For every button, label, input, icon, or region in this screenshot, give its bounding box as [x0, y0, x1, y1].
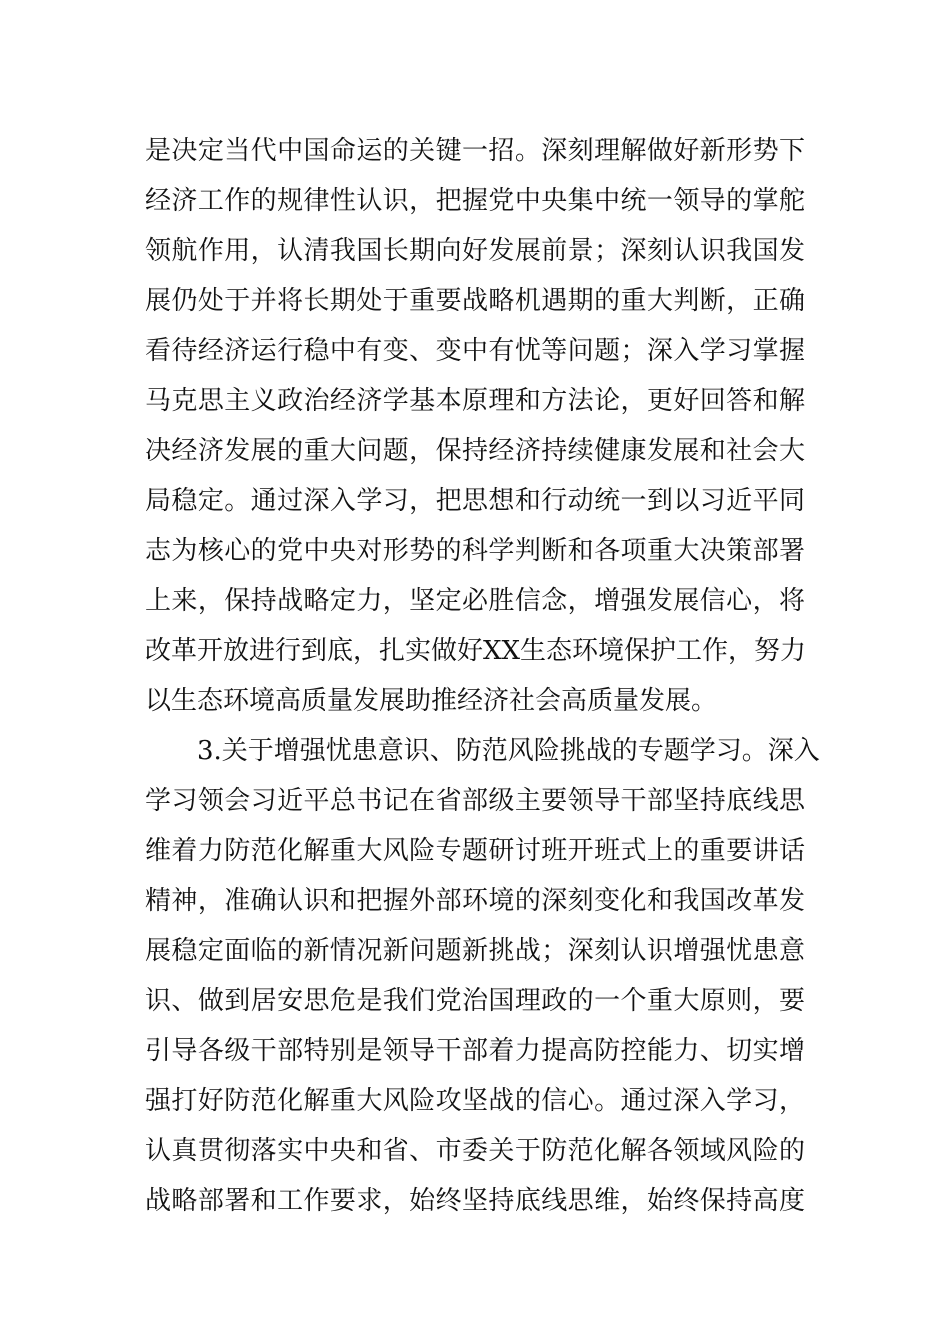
text-line: 引导各级干部特别是领导干部着力提高防控能力、切实增 [145, 1036, 805, 1066]
text-line: 经济工作的规律性认识，把握党中央集中统一领导的掌舵 [145, 186, 805, 216]
text-line: 以生态环境高质量发展助推经济社会高质量发展。 [145, 686, 718, 716]
text-line: 战略部署和工作要求，始终坚持底线思维，始终保持高度 [145, 1186, 805, 1216]
text-line: 马克思主义政治经济学基本原理和方法论，更好回答和解 [145, 386, 805, 416]
text-line: 强打好防范化解重大风险攻坚战的信心。通过深入学习， [145, 1086, 805, 1116]
text-line: 领航作用，认清我国长期向好发展前景；深刻认识我国发 [145, 236, 805, 266]
text-line: 维着力防范化解重大风险专题研讨班开班式上的重要讲话 [145, 836, 805, 866]
text-line: 学习领会习近平总书记在省部级主要领导干部坚持底线思 [145, 786, 805, 816]
text-line: 上来，保持战略定力，坚定必胜信念，增强发展信心，将 [145, 586, 805, 616]
text-line: 是决定当代中国命运的关键一招。深刻理解做好新形势下 [145, 136, 805, 166]
text-line: 决经济发展的重大问题，保持经济持续健康发展和社会大 [145, 436, 805, 466]
text-line: 看待经济运行稳中有变、变中有忧等问题；深入学习掌握 [145, 336, 805, 366]
text-line: 展稳定面临的新情况新问题新挑战；深刻认识增强忧患意 [145, 936, 805, 966]
section-heading-line: 3.关于增强忧患意识、防范风险挑战的专题学习。深入 [197, 736, 820, 766]
text-line: 精神，准确认识和把握外部环境的深刻变化和我国改革发 [145, 886, 805, 916]
text-line: 识、做到居安思危是我们党治国理政的一个重大原则，要 [145, 986, 805, 1016]
text-line: 改革开放进行到底，扎实做好XX生态环境保护工作，努力 [145, 636, 807, 666]
text-line: 志为核心的党中央对形势的科学判断和各项重大决策部署 [145, 536, 805, 566]
text-line: 认真贯彻落实中央和省、市委关于防范化解各领域风险的 [145, 1136, 805, 1166]
text-line: 局稳定。通过深入学习，把思想和行动统一到以习近平同 [145, 486, 805, 516]
text-line: 展仍处于并将长期处于重要战略机遇期的重大判断，正确 [145, 286, 805, 316]
